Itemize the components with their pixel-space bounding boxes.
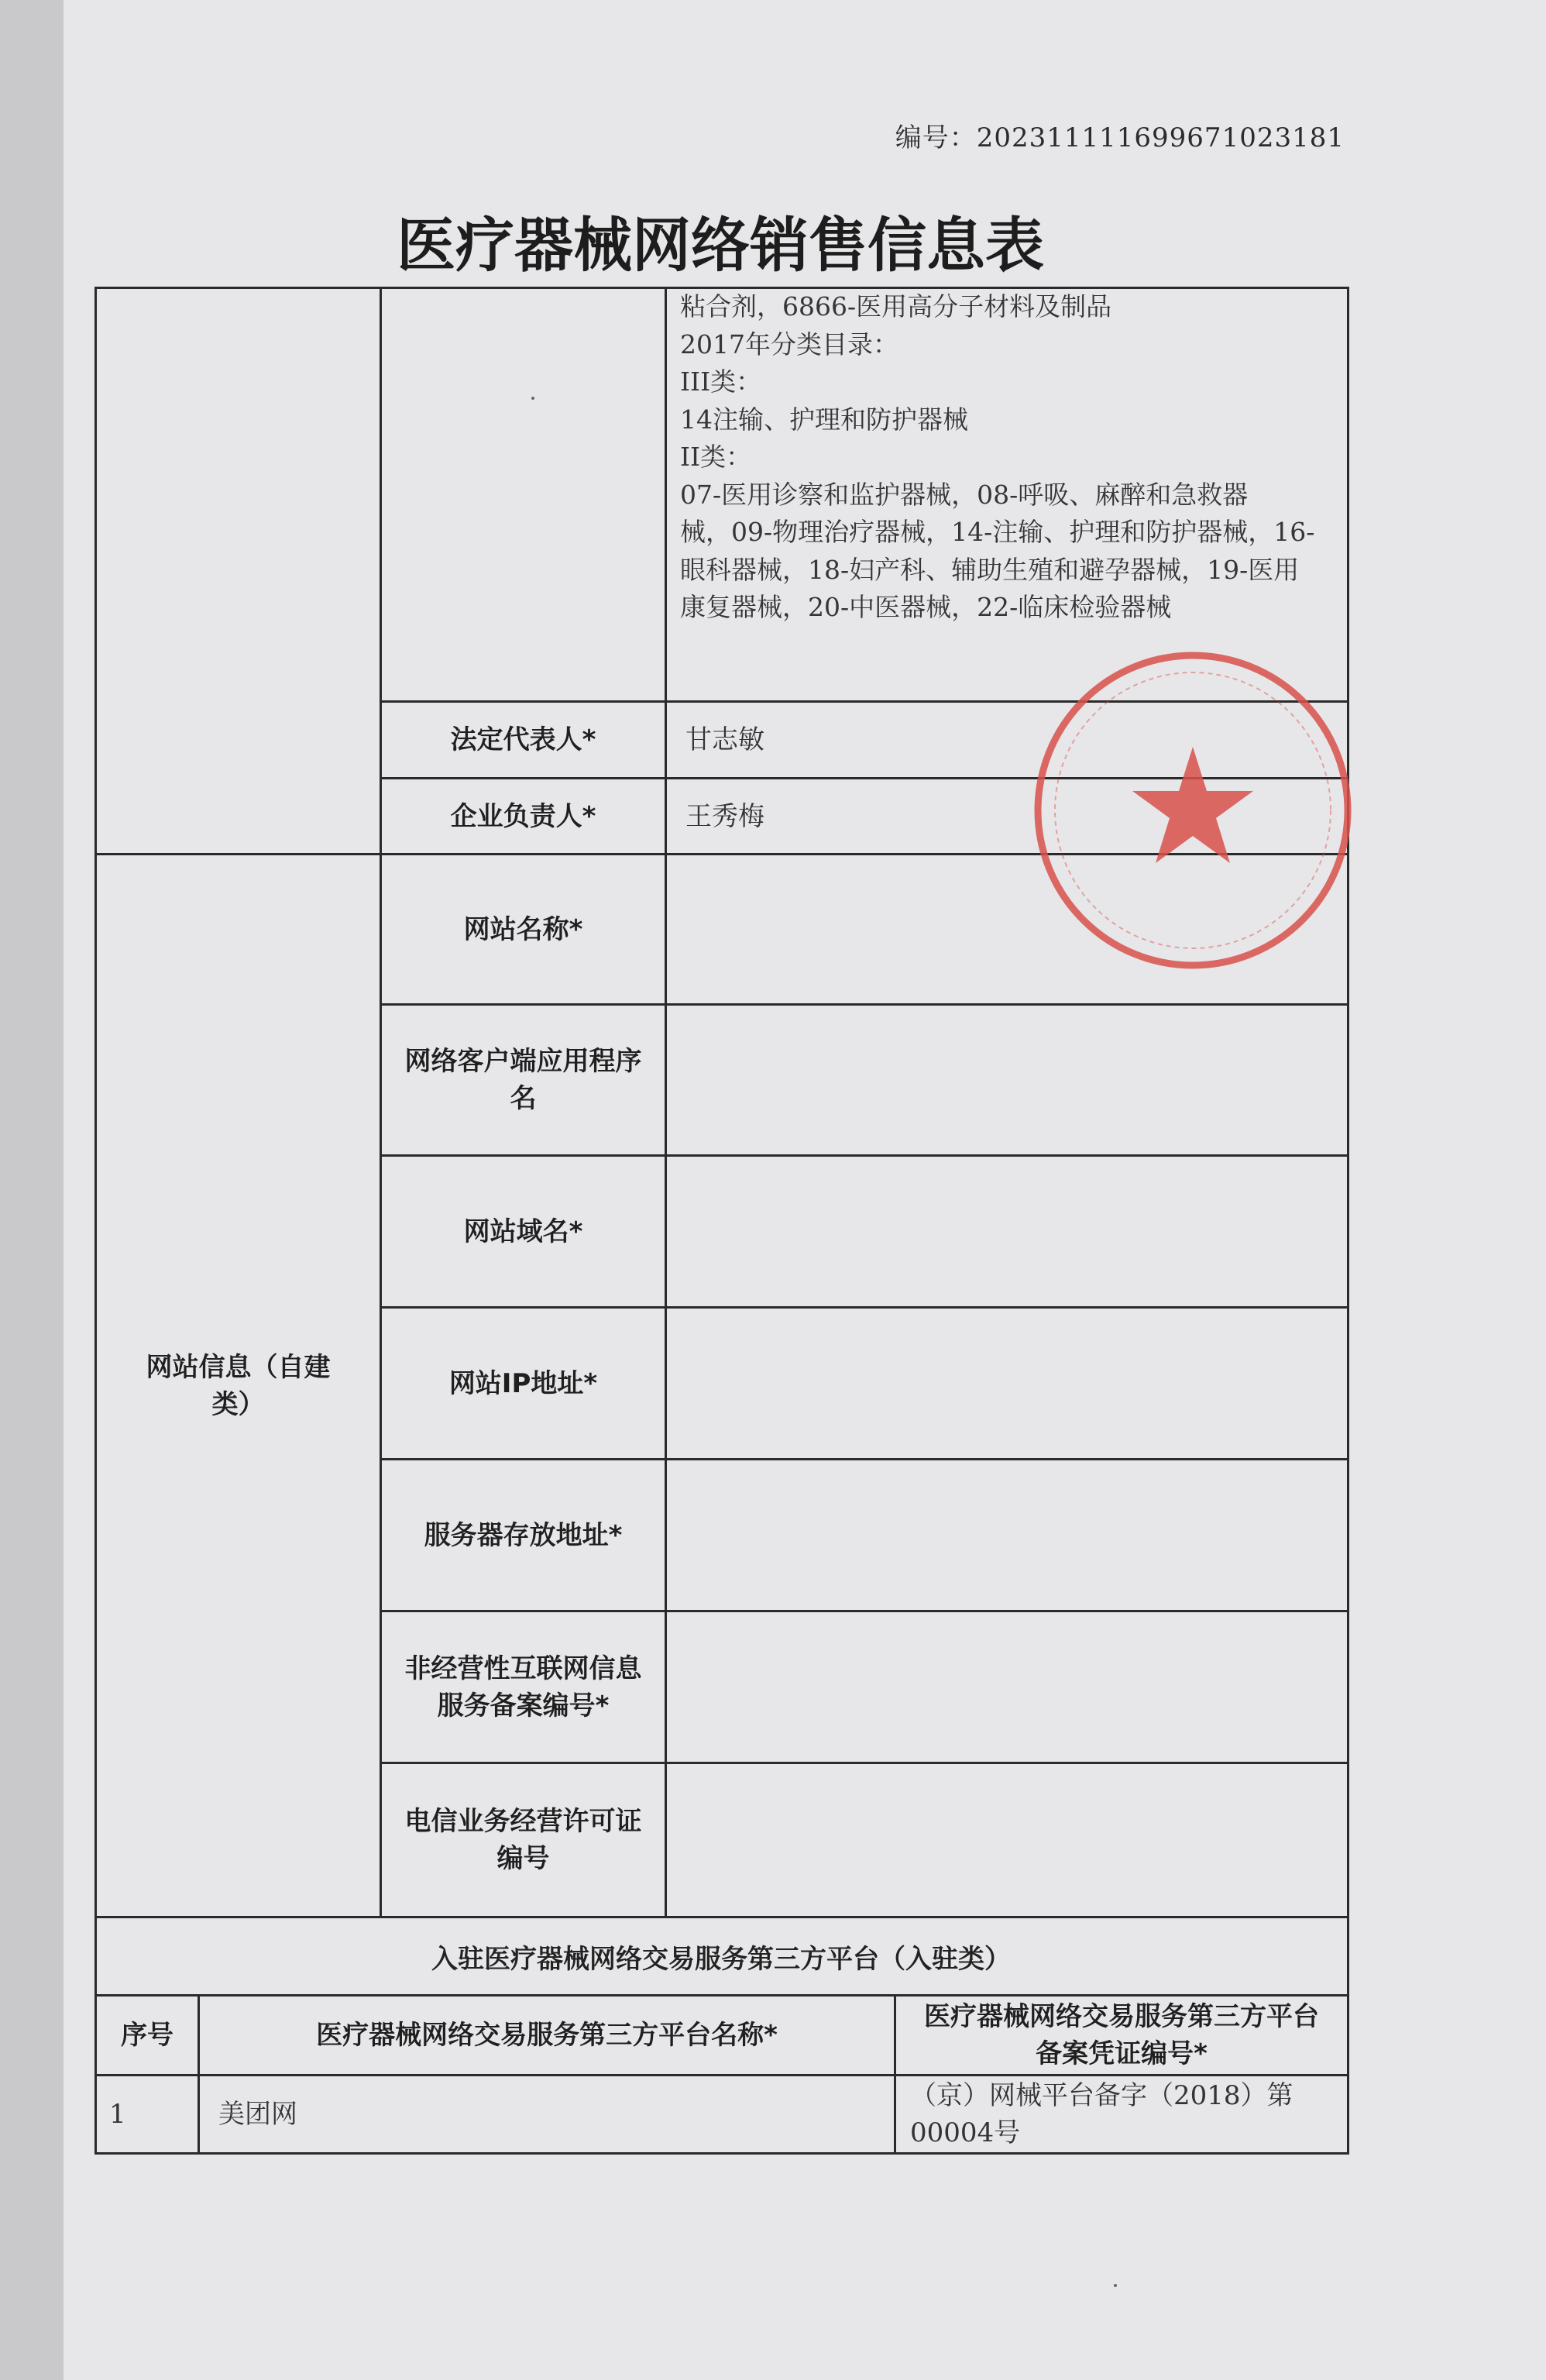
enterprise-head-label: 企业负责人* bbox=[450, 800, 596, 832]
client-app-name-value bbox=[667, 1006, 1347, 1154]
client-app-name-label: 网络客户端应用程序名 bbox=[404, 1046, 642, 1114]
third-party-section-title: 入驻医疗器械网络交易服务第三方平台（入驻类） bbox=[431, 1943, 1011, 1975]
scope-line: 械，09-物理治疗器械，14-注输、护理和防护器械，16- bbox=[680, 517, 1315, 547]
row-index: 1 bbox=[109, 2099, 126, 2130]
icp-filing-number-value bbox=[667, 1612, 1347, 1762]
server-address-label: 服务器存放地址* bbox=[424, 1519, 623, 1551]
document-number-label: 编号： bbox=[895, 122, 977, 153]
scope-line: 康复器械，20-中医器械，22-临床检验器械 bbox=[680, 592, 1172, 622]
icp-filing-number-label: 非经营性互联网信息服务备案编号* bbox=[404, 1653, 642, 1721]
scope-line: 粘合剂，6866-医用高分子材料及制品 bbox=[680, 291, 1112, 322]
scan-speck bbox=[1114, 2284, 1117, 2287]
server-address-value bbox=[667, 1460, 1347, 1610]
website-info-section-label: 网站信息（自建类） bbox=[146, 1351, 331, 1420]
business-scope bbox=[680, 288, 1331, 627]
scope-line: 14注输、护理和防护器械 bbox=[680, 404, 968, 435]
header-index: 序号 bbox=[121, 2020, 173, 2051]
scan-speck bbox=[531, 397, 534, 400]
document-number-value: 20231111169967102318​1 bbox=[976, 122, 1345, 153]
website-domain-label: 网站域名* bbox=[463, 1216, 583, 1247]
official-seal-stamp bbox=[1030, 648, 1355, 973]
row-platform-cert: （京）网械平台备字（2018）第00004号 bbox=[910, 2080, 1293, 2148]
website-name-label: 网站名称* bbox=[463, 913, 583, 945]
document-title: 医疗器械网络销售信息表 bbox=[397, 211, 1044, 280]
header-platform-cert: 医疗器械网络交易服务第三方平台备案凭证编号* bbox=[924, 2001, 1319, 2069]
scope-line: III类： bbox=[680, 366, 762, 397]
telecom-license-label: 电信业务经营许可证编号 bbox=[404, 1806, 642, 1874]
scope-line: 2017年分类目录： bbox=[680, 328, 898, 359]
row-platform-name: 美团网 bbox=[218, 2099, 297, 2130]
header-platform-name: 医疗器械网络交易服务第三方平台名称* bbox=[316, 2020, 778, 2051]
scope-line: 07-医用诊察和监护器械，08-呼吸、麻醉和急救器 bbox=[680, 479, 1249, 510]
legal-representative-value: 甘志敏 bbox=[685, 724, 764, 755]
enterprise-head-value: 王秀梅 bbox=[685, 800, 764, 832]
legal-representative-label: 法定代表人* bbox=[450, 724, 596, 755]
scope-line: II类： bbox=[680, 442, 752, 472]
telecom-license-value bbox=[667, 1764, 1347, 1916]
website-ip-value bbox=[667, 1309, 1347, 1458]
website-ip-label: 网站IP地址* bbox=[448, 1367, 598, 1399]
scope-line: 眼科器械，18-妇产科、辅助生殖和避孕器械，19-医用 bbox=[680, 554, 1300, 585]
website-domain-value bbox=[667, 1157, 1347, 1306]
document-number bbox=[895, 116, 1345, 154]
